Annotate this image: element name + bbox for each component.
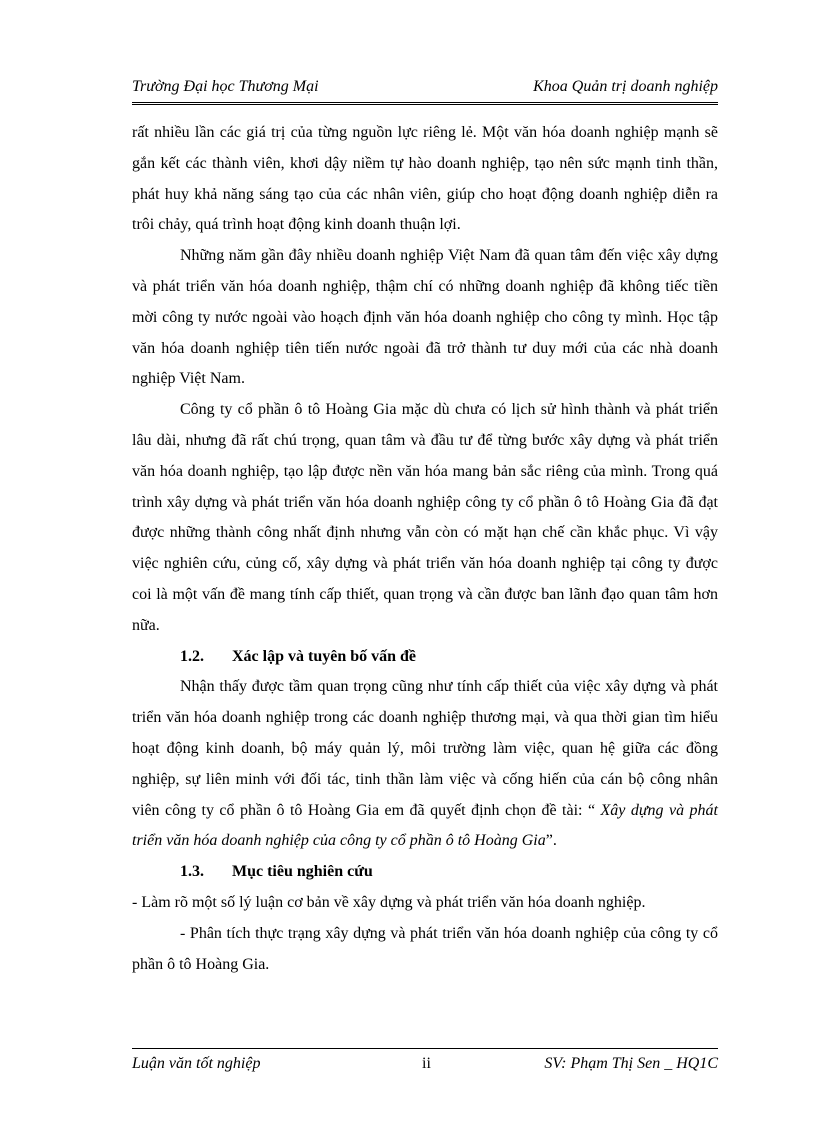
section-title: Mục tiêu nghiên cứu	[232, 863, 373, 881]
header-school: Trường Đại học Thương Mại	[132, 78, 319, 95]
header-faculty: Khoa Quản trị doanh nghiệp	[533, 78, 718, 95]
section-number: 1.3.	[180, 863, 204, 881]
paragraph-3: Công ty cổ phần ô tô Hoàng Gia mặc dù chưa có lịch sử hình thành và phát triển lâu dài, nhưng đã rất chú trọng, quan tâm và đầu tư để từng bước xây dựng và phát triển văn hóa doanh nghiệp, tạo lập được nền văn hóa mang bản sắc riêng của mình. Trong quá trình xây dựng và phát triển văn hóa doanh nghiệp công ty cổ phần ô tô Hoàng Gia đã đạt được những thành công nhất định nhưng vẫn còn có mặt hạn chế cần khắc phục. Vì vậy việc nghiên cứu, củng cố, xây dựng và phát triển văn hóa doanh nghiệp tại công ty được coi là một vấn đề mang tính cấp thiết, quan trọng và cần được ban lãnh đạo quan tâm hơn nữa.	[132, 401, 718, 634]
objective-item-1: - Làm rõ một số lý luận cơ bản về xây dựng và phát triển văn hóa doanh nghiệp.	[132, 893, 646, 911]
paragraph-4	[132, 672, 718, 857]
objective-item-2: - Phân tích thực trạng xây dựng và phát triển văn hóa doanh nghiệp của công ty cổ phần ô tô Hoàng Gia.	[132, 924, 718, 973]
page-content	[132, 118, 718, 980]
footer-thesis-label: Luận văn tốt nghiệp	[132, 1055, 261, 1072]
paragraph-1: rất nhiều lần các giá trị của từng nguồn lực riêng lẻ. Một văn hóa doanh nghiệp mạnh sẽ gắn kết các thành viên, khơi dậy niềm tự hào doanh nghiệp, tạo nên sức mạnh tinh thần, phát huy khả năng sáng tạo của các nhân viên, giúp cho hoạt động doanh nghiệp diễn ra trôi chảy, quá trình hoạt động kinh doanh thuận lợi.	[132, 124, 718, 234]
page-header	[132, 78, 718, 105]
section-heading-1-3	[132, 857, 718, 888]
page-footer	[132, 1048, 718, 1072]
footer-student: SV: Phạm Thị Sen _ HQ1C	[544, 1055, 718, 1072]
page-number: ii	[422, 1055, 431, 1072]
paragraph-4-text: Nhận thấy được tầm quan trọng cũng như tính cấp thiết của việc xây dựng và phát triển văn hóa doanh nghiệp trong các doanh nghiệp thương mại, và qua thời gian tìm hiểu hoạt động kinh doanh, bộ máy quản lý, môi trường làm việc, quan hệ giữa các đồng nghiệp, sự liên minh với đối tác, tinh thần làm việc và cống hiến của cán bộ công nhân viên công ty cổ phần ô tô Hoàng Gia em đã quyết định chọn đề tài: “	[132, 678, 718, 819]
paragraph-4-end: ”.	[545, 832, 557, 850]
thesis-topic: Xây dựng và phát triển văn hóa doanh nghiệp của công ty cổ phần ô tô Hoàng Gia	[132, 801, 718, 850]
section-number: 1.2.	[180, 647, 204, 665]
paragraph-2: Những năm gần đây nhiều doanh nghiệp Việt Nam đã quan tâm đến việc xây dựng và phát triển văn hóa doanh nghiệp, thậm chí có những doanh nghiệp đã không tiếc tiền mời công ty nước ngoài vào hoạch định văn hóa doanh nghiệp cho công ty mình. Học tập văn hóa doanh nghiệp tiên tiến nước ngoài đã trở thành tư duy mới của các nhà doanh nghiệp Việt Nam.	[132, 247, 718, 388]
section-title: Xác lập và tuyên bố vấn đề	[232, 647, 417, 665]
section-heading-1-2	[132, 642, 718, 673]
